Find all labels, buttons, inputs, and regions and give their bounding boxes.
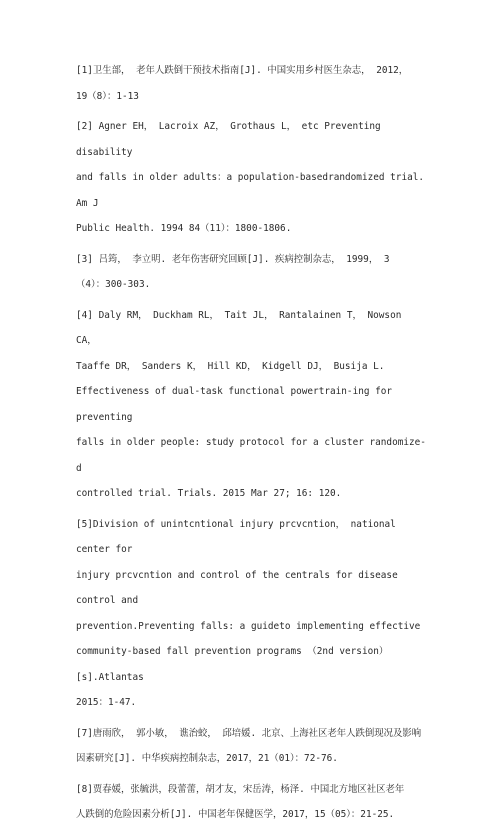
reference-item-1 <box>76 58 426 109</box>
reference-line: （4）：300-303. <box>76 279 151 290</box>
reference-line: Public Health. 1994 84（11）：1800-1806. <box>76 223 292 234</box>
reference-item-8 <box>76 777 426 828</box>
reference-line: [8]贾春媛，张毓洪，段蕾蕾，胡才友，宋岳涛，杨泽. 中国北方地区社区老年 <box>76 783 405 795</box>
reference-line: 因素研究[J]. 中华疾病控制杂志，2017，21（01）：72-76. <box>76 753 338 764</box>
reference-list <box>76 58 426 833</box>
reference-item-3 <box>76 247 426 298</box>
reference-line: 人跌倒的危险因素分析[J]. 中国老年保健医学，2017，15（05）：21-25. <box>76 809 395 820</box>
reference-line: [5]Division of unintcntional injury prcvcntion， national center for <box>76 518 396 555</box>
reference-line: controlled trial. Trials. 2015 Mar 27; 16: 120. <box>76 488 342 499</box>
reference-line: [2] Agner EH， Lacroix AZ， Grothaus L， etc Preventing disability <box>76 121 381 158</box>
reference-line: prevention.Preventing falls: a guideto implementing effective <box>76 620 421 632</box>
reference-line: 19（8）：1-13 <box>76 90 139 102</box>
reference-line: injury prcvcntion and control of the centrals for disease control and <box>76 569 398 606</box>
reference-line: 2015：1-47. <box>76 697 137 708</box>
reference-item-7 <box>76 721 426 772</box>
reference-line: [3] 吕筠， 李立明. 老年伤害研究回顾[J]. 疾病控制杂志， 1999， 3 <box>76 253 390 265</box>
reference-line: [1]卫生部， 老年人跌倒干预技术指南[J]. 中国实用乡村医生杂志， 2012， <box>76 65 409 76</box>
reference-item-2 <box>76 114 426 242</box>
reference-line: [7]唐雨欣， 郭小敏， 谯治蛟， 邱培媛. 北京、上海社区老年人跌倒现况及影响 <box>76 727 422 739</box>
reference-line: community-based fall prevention programs （2nd version）[s].Atlantas <box>76 646 389 683</box>
reference-item-5 <box>76 512 426 716</box>
reference-line: Taaffe DR， Sanders K， Hill KD， Kidgell DJ， Busija L. <box>76 360 385 372</box>
reference-item-4 <box>76 303 426 507</box>
reference-line: Effectiveness of dual-task functional powertrain-ing for preventing <box>76 386 393 423</box>
reference-line: and falls in older adults：a population-basedrandomized trial. Am J <box>76 172 425 209</box>
reference-line: [4] Daly RM， Duckham RL， Tait JL， Rantalainen T， Nowson CA， <box>76 309 402 346</box>
reference-line: falls in older people: study protocol for a cluster randomize-d <box>76 437 426 474</box>
